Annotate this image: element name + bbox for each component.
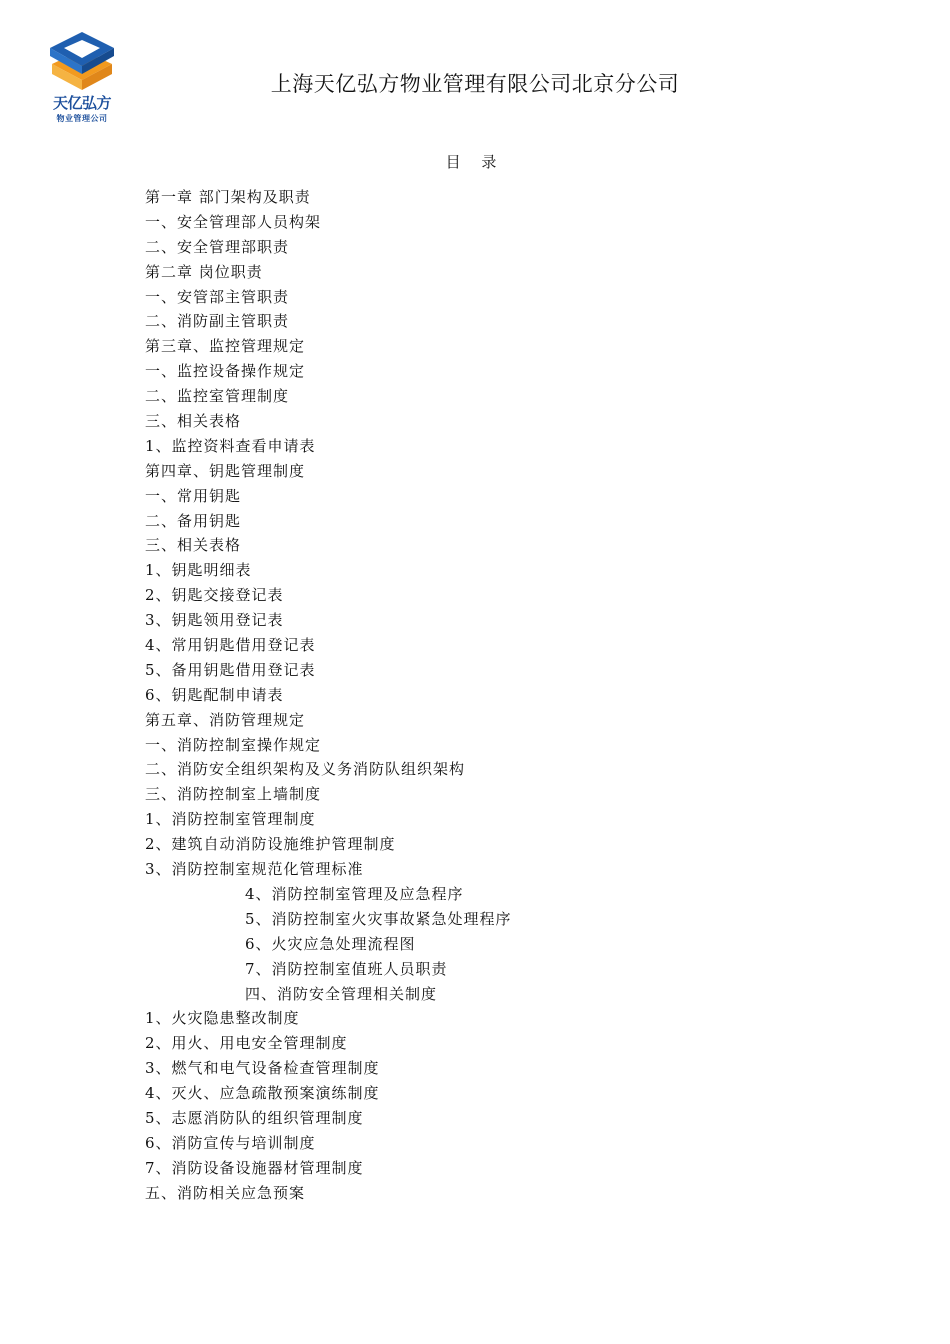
- toc-entry: 四、消防安全管理相关制度: [245, 984, 438, 1003]
- toc-entry: 二、消防安全组织架构及义务消防队组织架构: [145, 760, 466, 779]
- toc-entry: 2、用火、用电安全管理制度: [145, 1034, 348, 1053]
- toc-entry: 4、灭火、应急疏散预案演练制度: [145, 1084, 380, 1103]
- toc-entry: 五、消防相关应急预案: [145, 1183, 306, 1202]
- toc-entry: 第一章 部门架构及职责: [145, 188, 311, 206]
- toc-entry: 7、消防设备设施器材管理制度: [145, 1158, 364, 1177]
- toc-entry: 2、建筑自动消防设施维护管理制度: [145, 835, 396, 854]
- company-title: 上海天亿弘方物业管理有限公司北京分公司: [270, 72, 680, 96]
- toc-entry: 1、消防控制室管理制度: [145, 810, 316, 829]
- toc-heading: 目 录: [445, 153, 505, 171]
- toc-entry: 5、备用钥匙借用登记表: [145, 660, 316, 679]
- toc-entry: 二、消防副主管职责: [145, 312, 290, 331]
- toc-entry: 3、钥匙领用登记表: [145, 611, 284, 630]
- toc-entry: 一、安管部主管职责: [145, 287, 290, 306]
- toc-entry: 第四章、钥匙管理制度: [145, 461, 306, 480]
- toc-entry: 1、火灾隐患整改制度: [145, 1009, 300, 1028]
- toc-entry: 7、消防控制室值班人员职责: [245, 959, 448, 978]
- toc-entry: 第三章、监控管理规定: [145, 337, 306, 356]
- toc-entry: 3、消防控制室规范化管理标准: [145, 860, 364, 879]
- logo-brand-name: 天亿弘方: [52, 94, 111, 112]
- toc-entry: 5、志愿消防队的组织管理制度: [145, 1108, 364, 1127]
- toc-entry: 2、钥匙交接登记表: [145, 586, 284, 605]
- toc-entry: 一、安全管理部人员构架: [145, 212, 322, 231]
- toc-entry: 6、火灾应急处理流程图: [245, 934, 416, 953]
- toc-entry: 第五章、消防管理规定: [145, 710, 306, 729]
- toc-entry: 一、监控设备操作规定: [145, 362, 306, 381]
- toc-entry: 二、备用钥匙: [145, 511, 242, 530]
- toc-entry: 4、常用钥匙借用登记表: [145, 636, 316, 655]
- toc-entry: 1、钥匙明细表: [145, 561, 252, 580]
- table-of-contents: [145, 185, 845, 1206]
- toc-entry: 6、钥匙配制申请表: [145, 685, 284, 704]
- toc-entry: 1、监控资料查看申请表: [145, 436, 316, 455]
- toc-entry: 4、消防控制室管理及应急程序: [245, 884, 464, 903]
- toc-entry: 一、消防控制室操作规定: [145, 735, 322, 754]
- toc-entry: 三、消防控制室上墙制度: [145, 785, 322, 804]
- logo-subtitle: 物业管理公司: [56, 114, 108, 123]
- toc-entry: 6、消防宣传与培训制度: [145, 1133, 316, 1152]
- toc-entry: 三、相关表格: [145, 536, 242, 555]
- toc-entry: 二、安全管理部职责: [145, 237, 290, 256]
- toc-entry: 一、常用钥匙: [145, 486, 242, 505]
- toc-entry: 第二章 岗位职责: [145, 262, 263, 281]
- toc-entry: 3、燃气和电气设备检查管理制度: [145, 1059, 380, 1078]
- toc-entry: 二、监控室管理制度: [145, 387, 290, 406]
- toc-entry: 三、相关表格: [145, 412, 242, 431]
- toc-entry: 5、消防控制室火灾事故紧急处理程序: [245, 909, 512, 928]
